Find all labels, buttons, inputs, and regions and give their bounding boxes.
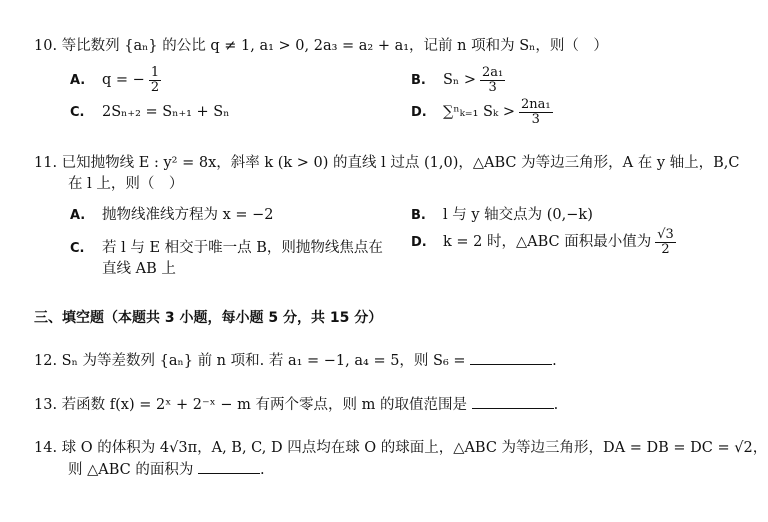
q13 (34, 393, 558, 414)
q12-period: . (552, 353, 557, 369)
q10-d-num: 2na₁ (520, 97, 551, 112)
q11-option-c (70, 236, 383, 257)
q10-option-a (70, 66, 161, 94)
q11-stem-line1: 11. 已知抛物线 E : y² = 8x，斜率 k (k > 0) 的直线 l 过点 (1,0)，△ABC 为等边三角形，A 在 y 轴上，B,C (34, 155, 740, 171)
q10-b-fraction (480, 66, 505, 94)
q14-text: 则 △ABC 的面积为 (68, 462, 194, 478)
q11-d-fraction (655, 228, 676, 256)
q11-option-d (411, 228, 676, 256)
q11-d-text: k = 2 时，△ABC 面积最小值为 (443, 234, 652, 251)
q10-c-label: C. (70, 105, 85, 120)
q12-text: 12. Sₙ 为等差数列 {aₙ} 前 n 项和. 若 a₁ = −1, a₄ = 5，则 S₆ = (34, 353, 466, 369)
q10-d-fraction (519, 98, 553, 126)
q10-a-den: 2 (150, 79, 160, 95)
q14-line1: 14. 球 O 的体积为 4√3π，A, B, C, D 四点均在球 O 的球面上，△ABC 为等边三角形，DA = DB = DC = √2， (34, 440, 768, 456)
q11-b-label: B. (411, 208, 426, 223)
q10-a-fraction (149, 66, 161, 94)
q10-d-text: ∑ⁿₖ₌₁ Sₖ > (443, 104, 515, 121)
q11-c-text-line1: 若 l 与 E 相交于唯一点 B，则抛物线焦点在 (102, 240, 383, 256)
q10-b-text: Sₙ > (443, 72, 476, 89)
q13-period: . (553, 397, 559, 413)
q12 (34, 349, 557, 370)
q11-option-a (70, 203, 274, 224)
q11-a-text: 抛物线准线方程为 x = −2 (102, 207, 274, 223)
q14-line2 (68, 458, 265, 479)
q11-a-label: A. (70, 208, 86, 223)
q10-option-c (70, 104, 230, 120)
q10-b-den: 3 (488, 79, 497, 95)
q10-c-text: 2Sₙ₊₂ = Sₙ₊₁ + Sₙ (102, 104, 230, 120)
q10-a-num: 1 (150, 65, 160, 80)
q10-a-text: q = − (102, 72, 145, 89)
q11-d-num: √3 (657, 227, 674, 242)
q11-d-den: 2 (661, 241, 670, 257)
q11-c-label: C. (70, 241, 85, 256)
q11-d-label: D. (411, 235, 427, 251)
q11-option-b (411, 203, 593, 224)
q10-d-den: 3 (531, 111, 540, 127)
q11-c-text-line2: 直线 AB 上 (102, 261, 176, 277)
q14-period: . (259, 462, 265, 478)
q13-text: 13. 若函数 f(x) = 2ˣ + 2⁻ˣ − m 有两个零点，则 m 的取值范围是 (34, 397, 467, 413)
q10-b-num: 2a₁ (481, 65, 504, 80)
q14-answer-blank[interactable] (198, 461, 260, 474)
q10-option-b (411, 66, 505, 94)
section-heading: 三、填空题（本题共 3 小题，每小题 5 分，共 15 分） (34, 310, 383, 326)
q10-d-label: D. (411, 105, 427, 121)
q11-stem-line2: 在 l 上，则（ ） (68, 176, 184, 192)
q10-option-d (411, 98, 553, 126)
q12-answer-blank[interactable] (470, 352, 552, 365)
q10-b-label: B. (411, 73, 426, 89)
q10-a-label: A. (70, 73, 86, 89)
q10-stem: 10. 等比数列 {aₙ} 的公比 q ≠ 1, a₁ > 0, 2a₃ = a₂ + a₁，记前 n 项和为 Sₙ，则（ ） (34, 38, 608, 54)
q11-b-text: l 与 y 轴交点为 (0,−k) (443, 207, 593, 223)
q13-answer-blank[interactable] (472, 396, 554, 409)
